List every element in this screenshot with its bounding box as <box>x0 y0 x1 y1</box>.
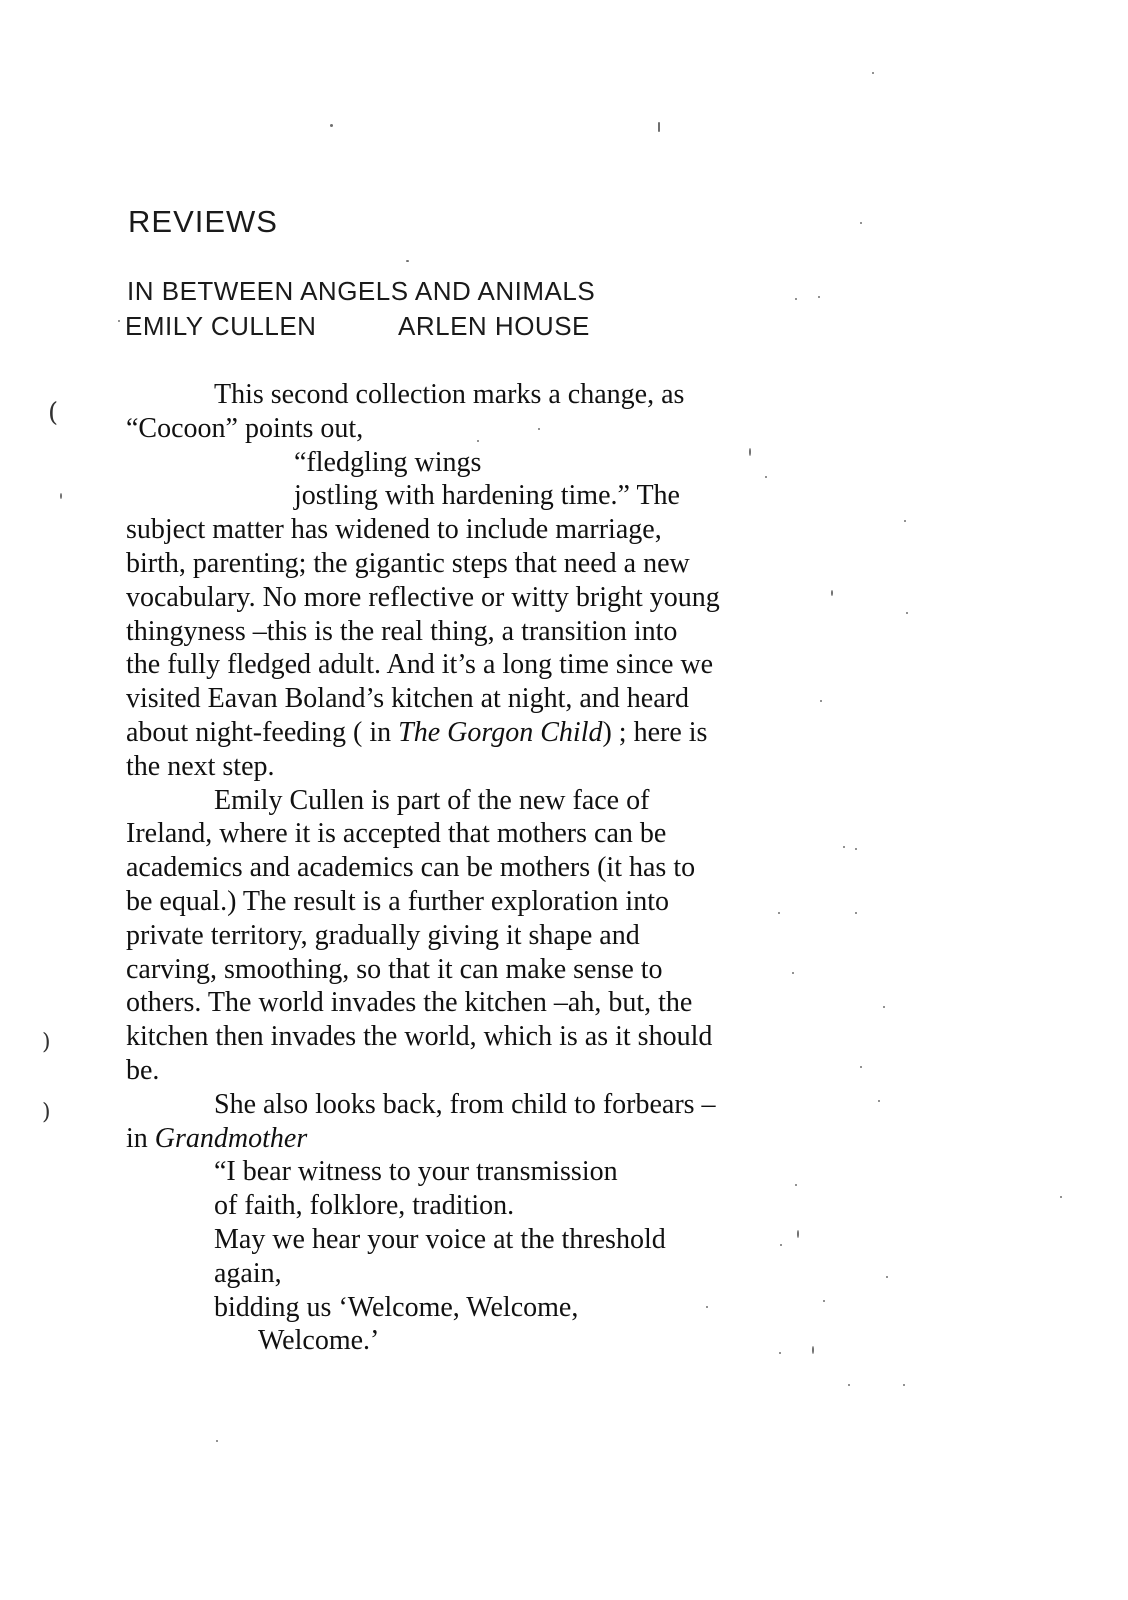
text-span: ) ; here is <box>602 716 708 748</box>
quote-line: again, <box>214 1257 282 1289</box>
scan-speck <box>820 700 822 702</box>
scan-speck <box>795 1184 797 1186</box>
scan-speck <box>749 448 751 456</box>
scan-speck <box>706 1306 708 1308</box>
quote-line: of faith, folklore, tradition. <box>214 1190 515 1222</box>
book-title: IN BETWEEN ANGELS AND ANIMALS <box>127 276 596 306</box>
margin-mark: ( <box>48 398 59 428</box>
scan-speck <box>795 298 797 300</box>
scan-speck <box>843 846 845 848</box>
quote-line: jostling with hardening time.” The <box>294 480 680 512</box>
text-line <box>126 1122 826 1156</box>
scan-speck <box>658 122 660 132</box>
review-body <box>126 378 826 1358</box>
scan-speck <box>831 590 833 596</box>
scan-speck <box>860 222 862 224</box>
scan-speck <box>118 320 120 322</box>
text-line: private territory, gradually giving it shape and <box>126 919 640 951</box>
scan-speck <box>860 1066 862 1068</box>
text-line: thingyness –this is the real thing, a transition into <box>126 615 678 647</box>
text-line: subject matter has widened to include marriage, <box>126 514 662 546</box>
scan-speck <box>818 296 820 298</box>
quote-line: Welcome.’ <box>258 1325 380 1357</box>
text-line: This second collection marks a change, as <box>214 379 685 410</box>
text-line: “Cocoon” points out, <box>126 412 364 444</box>
scan-speck <box>792 972 794 974</box>
scan-speck <box>765 476 767 478</box>
paragraph-3 <box>126 1088 826 1358</box>
scan-speck <box>823 1300 825 1302</box>
scan-speck <box>778 912 780 914</box>
scan-speck <box>477 440 479 442</box>
text-line: be equal.) The result is a further exploration into <box>126 885 669 917</box>
scan-speck <box>848 1384 850 1386</box>
text-line <box>126 716 826 750</box>
text-line: the next step. <box>126 750 275 782</box>
scan-speck <box>886 1276 888 1278</box>
scan-speck <box>872 72 874 74</box>
text-line: the fully fledged adult. And it’s a long time since we <box>126 649 714 681</box>
text-span: about night-feeding ( in <box>126 716 399 748</box>
scan-speck <box>904 520 906 522</box>
text-line: kitchen then invades the world, which is as it should <box>126 1021 713 1053</box>
scan-speck <box>906 612 908 614</box>
scan-speck <box>797 1230 799 1238</box>
scan-speck <box>903 1384 905 1386</box>
text-line: Ireland, where it is accepted that mothers can be <box>126 818 667 850</box>
section-title: REVIEWS <box>128 204 278 239</box>
book-publisher: ARLEN HOUSE <box>398 311 590 341</box>
scan-speck <box>538 428 540 430</box>
quote-line: “fledgling wings <box>294 446 482 478</box>
scan-speck <box>812 1346 814 1354</box>
cited-title: The Gorgon Child <box>398 716 603 748</box>
scan-speck <box>883 1006 885 1008</box>
scan-speck <box>406 260 409 262</box>
scan-speck <box>780 1244 782 1246</box>
text-line: She also looks back, from child to forbears – <box>214 1088 716 1120</box>
scan-speck <box>878 1100 880 1102</box>
text-line: be. <box>126 1054 160 1086</box>
quote-line: May we hear your voice at the threshold <box>214 1223 666 1255</box>
margin-mark: ) <box>42 1100 51 1125</box>
text-span: in <box>126 1122 155 1154</box>
text-line: birth, parenting; the gigantic steps that need a new <box>126 547 690 579</box>
paragraph-1 <box>126 378 826 784</box>
scan-speck <box>330 124 333 127</box>
text-line: Emily Cullen is part of the new face of <box>214 784 650 816</box>
margin-mark: ) <box>42 1030 51 1055</box>
text-line: academics and academics can be mothers (it has to <box>126 852 696 884</box>
text-line: vocabulary. No more reflective or witty bright young <box>126 581 720 613</box>
cited-title: Grandmother <box>154 1122 308 1154</box>
text-line: visited Eavan Boland’s kitchen at night, and heard <box>126 683 689 715</box>
scan-speck <box>855 912 857 914</box>
paragraph-2 <box>126 784 826 1088</box>
book-author: EMILY CULLEN <box>125 311 317 341</box>
scan-speck <box>779 1352 781 1354</box>
text-line: carving, smoothing, so that it can make sense to <box>126 953 663 985</box>
quote-line: bidding us ‘Welcome, Welcome, <box>214 1291 579 1323</box>
scan-speck <box>1060 1196 1062 1198</box>
quote-line: “I bear witness to your transmission <box>214 1156 618 1188</box>
scan-speck <box>60 493 62 499</box>
scan-speck <box>855 848 857 850</box>
scan-speck <box>216 1440 218 1442</box>
text-line: others. The world invades the kitchen –ah, but, the <box>126 987 693 1019</box>
